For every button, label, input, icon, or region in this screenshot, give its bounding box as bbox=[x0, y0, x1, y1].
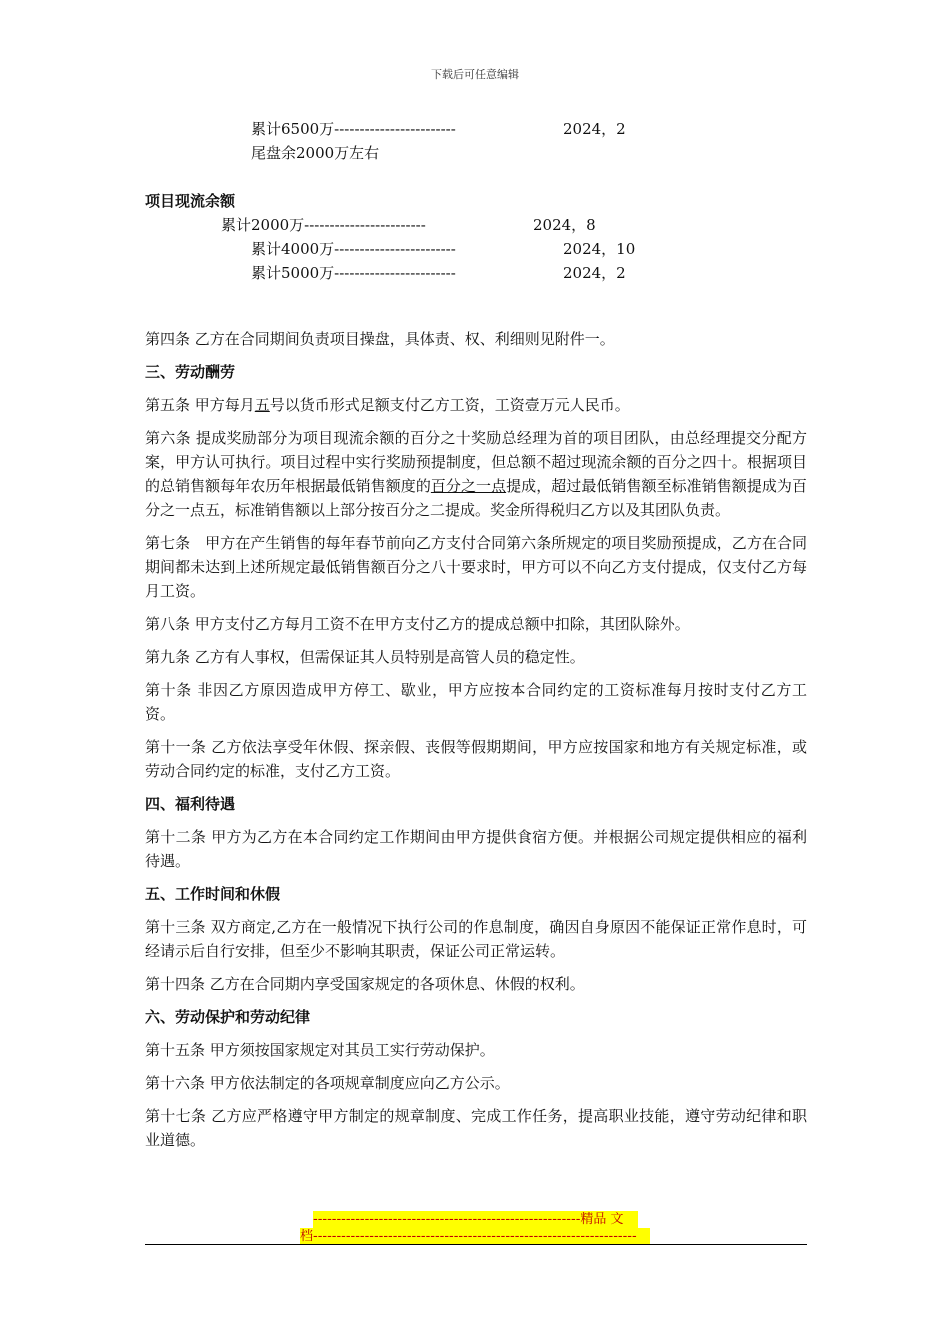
article-6-text: 第六条 提成奖励部分为项目现流余额的百分之十奖励总经理为首的项目团队，由总经理提交分配方案，甲方认可执行。项目过程中实行奖励预提制度，但总额不超过现流余额的百分之四十。根据项目的总销售额每年农历年根据最低销售额度的 bbox=[145, 429, 807, 495]
cashflow-row-date: 2024，8 bbox=[533, 216, 596, 234]
cashflow-row-label: 累计2000万------------------------ bbox=[221, 216, 426, 234]
article-10: 第十条 非因乙方原因造成甲方停工、歇业，甲方应按本合同约定的工资标准每月按时支付乙方工资。 bbox=[145, 681, 807, 723]
remainder-line: 尾盘余2000万左右 bbox=[251, 144, 380, 162]
document-body bbox=[145, 117, 807, 1152]
article-9: 第九条 乙方有人事权，但需保证其人员特别是高管人员的稳定性。 bbox=[145, 648, 585, 666]
footer-line-2: 档--------------------------------------------------------------------- bbox=[300, 1228, 650, 1245]
section-3-title: 三、劳动酬劳 bbox=[145, 363, 236, 381]
article-5-text: 第五条 甲方每月 bbox=[145, 396, 255, 414]
article-6 bbox=[145, 426, 807, 522]
section-5-title: 五、工作时间和休假 bbox=[145, 885, 281, 903]
article-13: 第十三条 双方商定,乙方在一般情况下执行公司的作息制度，确因自身原因不能保证正常作息时，可经请示后自行安排，但至少不影响其职责，保证公司正常运转。 bbox=[145, 918, 807, 960]
cashflow-row-label: 累计5000万------------------------ bbox=[251, 264, 456, 282]
article-7: 第七条 甲方在产生销售的每年春节前向乙方支付合同第六条所规定的项目奖励预提成，乙方在合同期间都未达到上述所规定最低销售额百分之八十要求时，甲方可以不向乙方支付提成，仅支付乙方每月工资。 bbox=[145, 534, 807, 600]
schedule-row-label: 累计6500万------------------------ bbox=[251, 120, 456, 138]
schedule-row bbox=[145, 117, 807, 141]
article-17: 第十七条 乙方应严格遵守甲方制定的规章制度、完成工作任务，提高职业技能，遵守劳动纪律和职业道德。 bbox=[145, 1107, 807, 1149]
article-6-underlined: 百分之一点 bbox=[430, 477, 507, 495]
article-8: 第八条 甲方支付乙方每月工资不在甲方支付乙方的提成总额中扣除，其团队除外。 bbox=[145, 615, 690, 633]
article-5-text-end: 号以货币形式足额支付乙方工资，工资壹万元人民币。 bbox=[269, 396, 630, 414]
footer-divider bbox=[145, 1244, 807, 1245]
page-header-note: 下载后可任意编辑 bbox=[431, 68, 519, 81]
article-11: 第十一条 乙方依法享受年休假、探亲假、丧假等假期期间，甲方应按国家和地方有关规定标准，或劳动合同约定的标准，支付乙方工资。 bbox=[145, 738, 807, 780]
article-6-text-end: 提成，超过最低销售额至标准销售额提成为百分之一点五，标准销售额以上部分按百分之二提成。奖金所得税归乙方以及其团队负责。 bbox=[145, 477, 807, 519]
cashflow-row-date: 2024，2 bbox=[563, 264, 626, 282]
article-5-underlined: 五 bbox=[254, 396, 270, 414]
article-12: 第十二条 甲方为乙方在本合同约定工作期间由甲方提供食宿方便。并根据公司规定提供相应的福利待遇。 bbox=[145, 828, 807, 870]
footer-line-1: ---------------------------------------------------------精品 文 bbox=[313, 1211, 638, 1228]
article-14: 第十四条 乙方在合同期内享受国家规定的各项休息、休假的权利。 bbox=[145, 975, 585, 993]
article-16: 第十六条 甲方依法制定的各项规章制度应向乙方公示。 bbox=[145, 1074, 510, 1092]
article-15: 第十五条 甲方须按国家规定对其员工实行劳动保护。 bbox=[145, 1041, 495, 1059]
cashflow-row bbox=[145, 213, 807, 237]
article-4: 第四条 乙方在合同期间负责项目操盘，具体责、权、利细则见附件一。 bbox=[145, 330, 615, 348]
cashflow-row bbox=[145, 261, 807, 285]
footer-watermark bbox=[300, 1211, 650, 1245]
cashflow-row-date: 2024，10 bbox=[563, 240, 636, 258]
section-4-title: 四、福利待遇 bbox=[145, 795, 236, 813]
article-5 bbox=[145, 393, 807, 417]
cashflow-title: 项目现流余额 bbox=[145, 192, 236, 210]
section-6-title: 六、劳动保护和劳动纪律 bbox=[145, 1008, 311, 1026]
schedule-row-date: 2024，2 bbox=[563, 120, 626, 138]
cashflow-row-label: 累计4000万------------------------ bbox=[251, 240, 456, 258]
cashflow-row bbox=[145, 237, 807, 261]
